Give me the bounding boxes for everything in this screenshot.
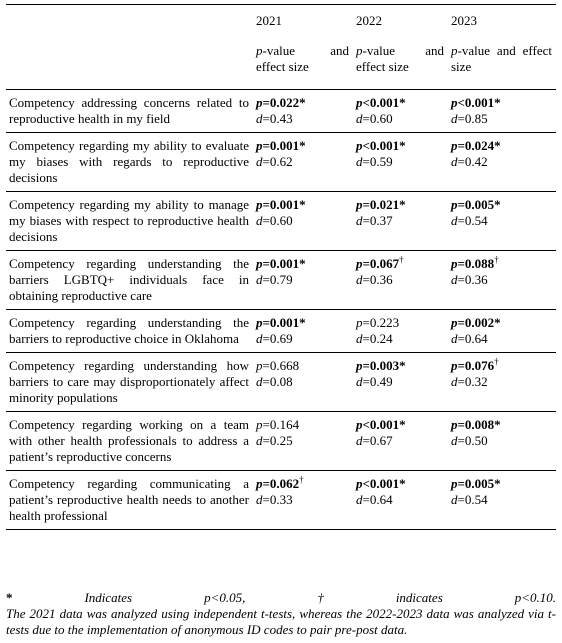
p-value: p=0.003* — [356, 358, 406, 373]
dagger-mark: † — [399, 254, 404, 265]
effect-size: d=0.42 — [451, 154, 488, 169]
p-value: p=0.001* — [256, 197, 306, 212]
significance-star: * — [494, 417, 501, 432]
effect-size: d=0.25 — [256, 433, 293, 448]
legend-indicates-2: indicates — [395, 590, 443, 605]
effect-size: d=0.60 — [256, 213, 293, 228]
significance-legend — [6, 590, 556, 606]
header-empty-cell — [6, 5, 253, 44]
table-footnote — [6, 590, 556, 638]
effect-size: d=0.50 — [451, 433, 488, 448]
effect-size: d=0.36 — [451, 272, 488, 287]
stat-cell-2021 — [253, 192, 353, 251]
stat-cell-2022 — [353, 192, 448, 251]
stat-cell-2021 — [253, 133, 353, 192]
subheader-row — [6, 43, 556, 90]
effect-size: d=0.67 — [356, 433, 393, 448]
subheader-2023: p-value and effect size — [448, 43, 556, 90]
competency-label: Competency addressing concerns related to reproductive health in my field — [6, 90, 253, 133]
effect-size: d=0.79 — [256, 272, 293, 287]
significance-star: * — [494, 95, 501, 110]
subheader-2022: p-value and effect size — [353, 43, 448, 90]
legend-p10: p<0.10. — [514, 590, 556, 605]
effect-size: d=0.54 — [451, 492, 488, 507]
effect-size: d=0.64 — [451, 331, 488, 346]
stat-cell-2022 — [353, 251, 448, 310]
effect-size: d=0.54 — [451, 213, 488, 228]
stat-cell-2021 — [253, 353, 353, 412]
results-table — [6, 4, 556, 530]
significance-star: * — [299, 138, 306, 153]
significance-star: * — [299, 197, 306, 212]
competency-label: Competency regarding communicating a patient’s reproductive health needs to another health professional — [6, 471, 253, 530]
stat-cell-2021 — [253, 310, 353, 353]
dagger-mark: † — [299, 474, 304, 485]
p-value: p<0.001* — [451, 95, 501, 110]
stat-cell-2022 — [353, 353, 448, 412]
effect-size: d=0.64 — [356, 492, 393, 507]
effect-size: d=0.33 — [256, 492, 293, 507]
competency-label: Competency regarding my ability to manage my biases with respect to reproductive health decisions — [6, 192, 253, 251]
competency-label: Competency regarding my ability to evaluate my biases with regards to reproductive decisions — [6, 133, 253, 192]
p-value: p<0.001* — [356, 417, 406, 432]
p-value: p=0.076† — [451, 356, 499, 373]
stat-cell-2023 — [448, 353, 556, 412]
effect-size: d=0.62 — [256, 154, 293, 169]
stat-cell-2023 — [448, 133, 556, 192]
competency-label: Competency regarding working on a team with other health professionals to address a patient’s reproductive concerns — [6, 412, 253, 471]
competency-label: Competency regarding understanding the barriers to reproductive choice in Oklahoma — [6, 310, 253, 353]
stat-cell-2023 — [448, 192, 556, 251]
star-marker: * — [6, 590, 13, 605]
significance-star: * — [494, 138, 501, 153]
year-header-row — [6, 5, 556, 44]
competency-label: Competency regarding understanding the barriers LGBTQ+ individuals face in obtaining reproductive care — [6, 251, 253, 310]
effect-size: d=0.59 — [356, 154, 393, 169]
p-value: p=0.164 — [256, 417, 300, 432]
significance-star: * — [399, 95, 406, 110]
p-value: p=0.022* — [256, 95, 306, 110]
effect-size: d=0.69 — [256, 331, 293, 346]
table-row — [6, 251, 556, 310]
p-value: p=0.005* — [451, 197, 501, 212]
legend-indicates-1: Indicates — [84, 590, 133, 605]
p-value: p=0.008* — [451, 417, 501, 432]
p-value: p<0.001* — [356, 476, 406, 491]
significance-star: * — [399, 476, 406, 491]
significance-star: * — [299, 256, 306, 271]
significance-star: * — [494, 197, 501, 212]
table-row — [6, 133, 556, 192]
stat-cell-2022 — [353, 412, 448, 471]
stat-cell-2022 — [353, 133, 448, 192]
legend-p05: p<0.05, — [204, 590, 246, 605]
year-header-2022: 2022 — [353, 5, 448, 44]
stat-cell-2023 — [448, 90, 556, 133]
p-value: p=0.005* — [451, 476, 501, 491]
p-value: p=0.024* — [451, 138, 501, 153]
stat-cell-2023 — [448, 310, 556, 353]
effect-size: d=0.36 — [356, 272, 393, 287]
p-value: p=0.001* — [256, 138, 306, 153]
stat-cell-2021 — [253, 471, 353, 530]
stat-cell-2021 — [253, 412, 353, 471]
effect-size: d=0.32 — [451, 374, 488, 389]
year-header-2021: 2021 — [253, 5, 353, 44]
effect-size: d=0.85 — [451, 111, 488, 126]
table-row — [6, 90, 556, 133]
dagger-marker: † — [317, 590, 324, 605]
significance-star: * — [399, 138, 406, 153]
significance-star: * — [494, 476, 501, 491]
significance-star: * — [299, 95, 306, 110]
stat-cell-2023 — [448, 412, 556, 471]
stat-cell-2023 — [448, 471, 556, 530]
p-value: p=0.668 — [256, 358, 300, 373]
method-note: The 2021 data was analyzed using independent t-tests, whereas the 2022-2023 data was analyzed via t-tests due to the implementation of anonymous ID codes to pair pre-post data. — [6, 606, 556, 637]
significance-star: * — [399, 197, 406, 212]
significance-star: * — [399, 417, 406, 432]
effect-size: d=0.49 — [356, 374, 393, 389]
table-row — [6, 310, 556, 353]
effect-size: d=0.60 — [356, 111, 393, 126]
table-row — [6, 353, 556, 412]
year-header-2023: 2023 — [448, 5, 556, 44]
p-value: p=0.021* — [356, 197, 406, 212]
significance-star: * — [494, 315, 501, 330]
subheader-2021: p-value and effect size — [253, 43, 353, 90]
stat-cell-2022 — [353, 90, 448, 133]
stat-cell-2023 — [448, 251, 556, 310]
effect-size: d=0.08 — [256, 374, 293, 389]
significance-star: * — [299, 315, 306, 330]
stat-cell-2021 — [253, 251, 353, 310]
dagger-mark: † — [494, 356, 499, 367]
stat-cell-2022 — [353, 471, 448, 530]
subheader-empty-cell — [6, 43, 253, 90]
stat-cell-2021 — [253, 90, 353, 133]
p-value: p=0.088† — [451, 254, 499, 271]
stat-cell-2022 — [353, 310, 448, 353]
competency-label: Competency regarding understanding how barriers to care may disproportionately affect minority populations — [6, 353, 253, 412]
p-value: p<0.001* — [356, 138, 406, 153]
p-value: p<0.001* — [356, 95, 406, 110]
p-value: p=0.002* — [451, 315, 501, 330]
effect-size: d=0.24 — [356, 331, 393, 346]
p-value: p=0.067† — [356, 254, 404, 271]
p-value: p=0.223 — [356, 315, 400, 330]
p-value: p=0.001* — [256, 256, 306, 271]
significance-star: * — [399, 358, 406, 373]
p-value: p=0.001* — [256, 315, 306, 330]
table-row — [6, 412, 556, 471]
p-value: p=0.062† — [256, 474, 304, 491]
effect-size: d=0.37 — [356, 213, 393, 228]
table-row — [6, 471, 556, 530]
table-row — [6, 192, 556, 251]
dagger-mark: † — [494, 254, 499, 265]
effect-size: d=0.43 — [256, 111, 293, 126]
